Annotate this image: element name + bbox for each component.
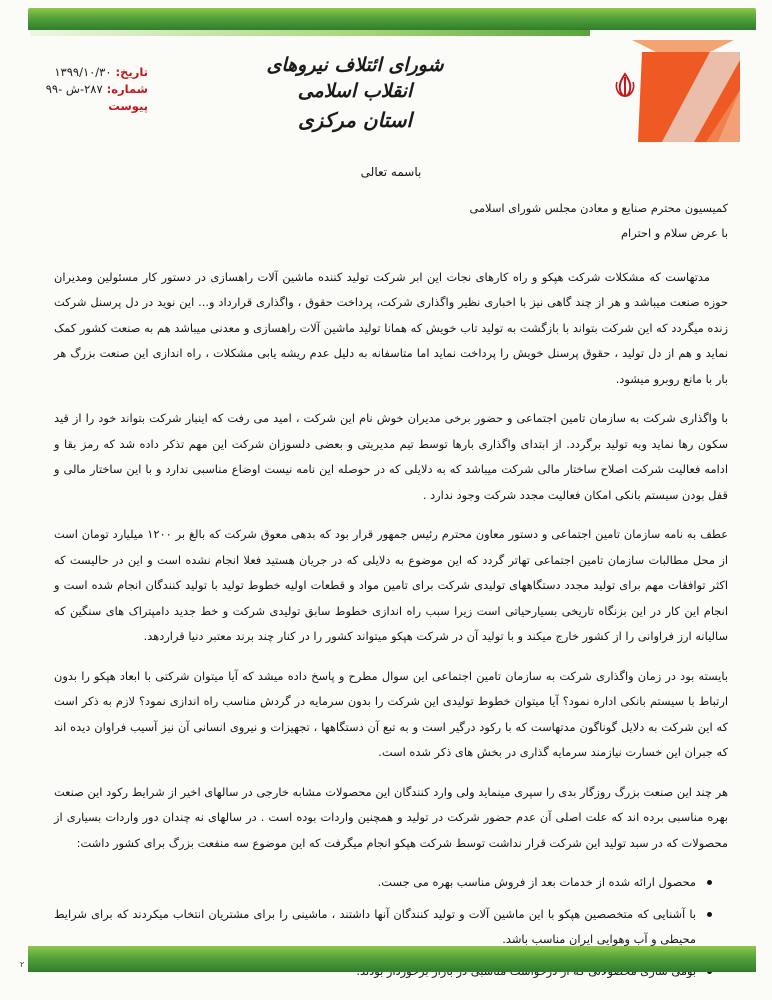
- page-number: ۲: [20, 960, 25, 969]
- attachment-label: پیوست: [108, 99, 148, 113]
- number-label: شماره:: [106, 82, 148, 96]
- salutation: با عرض سلام و احترام: [620, 226, 728, 240]
- logo-icon: [622, 30, 742, 150]
- organization-name: شورای ائتلاف نیروهای انقلاب اسلامی: [266, 54, 444, 102]
- invocation: باسمه تعالی: [360, 165, 422, 179]
- attachment-row: [48, 98, 148, 115]
- header-gradient-stripe: [30, 30, 590, 36]
- list-item: با آشنایی که متخصصین هپکو با این ماشین آلات و تولید کنندگان آنها داشتند ، ماشینی را برای مشتریان انتخاب میکردند که برای شرایط محیطی و آب وهوایی ایران مناسب باشد.: [54, 902, 710, 953]
- addressee: کمیسیون محترم صنایع و معادن مجلس شورای اسلامی: [469, 200, 728, 215]
- paragraph: هر چند این صنعت بزرگ روزگار بدی را سپری مینماید ولی وارد کنندگان این محصولات مشابه خارجی در سالهای اخیر از شرایط رکود این صنعت بهره مناسبی برده اند که علت اصلی آن عدم حضور شرکت در تولید و همچنین واردات بوده است . در سالهای نه چندان دور واردات بسیاری از محصولات که در سبد تولید این شرکت قرار نداشت توسط شرکت هپکو انجام میگرفت که این موضوع سه منفعت بزرگ برای کشور داشت:: [54, 784, 728, 850]
- organization-province: استان مرکزی: [297, 108, 413, 132]
- letterhead: [240, 52, 470, 132]
- footer-green-bar: [28, 946, 756, 972]
- date-value: ۱۳۹۹/۱۰/۳۰: [54, 65, 112, 79]
- paragraph: با واگذاری شرکت به سازمان تامین اجتماعی و حضور برخی مدیران خوش نام این شرکت ، امید می رفت که اینبار شرکت بتواند خود را از قید سکون رها نماید وبه تولید برگردد. از ابتدای واگذاری بارها توسط تیم مدیریتی و بعضی دلسوزان شرکت این مهم تذکر داده شد که رمز بقا و ادامه فعالیت شرکت اصلاح ساختار مالی شرکت میباشد که به دلایلی که در حوصله این نامه نیست اوضاع مناسبی ندارد و با این ساختار مالی و قفل بودن سیستم بانکی امکان فعالیت مجدد شرکت وجود ندارد .: [54, 411, 728, 502]
- list-item: محصول ارائه شده از خدمات بعد از فروش مناسب بهره می جست.: [54, 870, 710, 896]
- iran-emblem-icon: [614, 72, 636, 98]
- paragraph: بایسته بود در زمان واگذاری شرکت به سازمان تامین اجتماعی این سوال مطرح و پاسخ داده میشد که آیا میتوان شرکتی با ابعاد هپکو را بدون ارتباط با سیستم بانکی اداره نمود؟ آیا میتوان خطوط تولیدی این شرکت را بدون سرمایه در گردش مناسب راه اندازی نمود؟ لازم به ذکر است که این شرکت به دلایل گوناگون مدتهاست که با رکود درگیر است و به تبع آن دستگاهها ، تجهیزات و نیروی انسانی آن نیز آسیب فراوان دیده اند که جبران این خسارت نیازمند سرمایه گذاری در بخش های ذکر شده است.: [54, 668, 728, 759]
- paragraph: عطف به نامه سازمان تامین اجتماعی و دستور معاون محترم رئیس جمهور قرار بود که بدهی معوق شرکت که بالغ بر ۱۲۰۰ میلیارد تومان است از محل مطالبات سازمان تامین اجتماعی تهاتر گردد که این موضوع به دلایلی که در جریان هستید فعلا انجام نشده است و این در حالیست که اکثر توافقات مهم برای تولید مجدد دستگاههای تولیدی شرکت برای تامین مواد و قطعات اولیه خطوط تولید با تولید کنندگان انجام شده است و انجام این کار در این بزنگاه تاریخی بسیارحیاتی است زیرا سبب راه اندازی خطوط سابق تولیدی شرکت و خط جدید دامپتراک های سنگین که سالیانه ارز فراوانی را از کشور خارج میکند و با تولید آن در شرکت هپکو میتواند کشور را در کنار چند برند معتبر دنیا قراردهد.: [54, 527, 728, 643]
- letter-body: [54, 160, 728, 990]
- date-label: تاریخ:: [115, 65, 148, 79]
- organization-logo: [622, 30, 742, 150]
- header-green-bar: [28, 8, 756, 30]
- number-value: ۲۸۷-ش -۹۹: [45, 82, 103, 96]
- date-row: [48, 64, 148, 81]
- letter-meta: [45, 64, 148, 115]
- paragraph: مدتهاست که مشکلات شرکت هپکو و راه کارهای نجات این ابر شرکت تولید کننده ماشین آلات راهسازی در دستور کار مسئولین ومدیران حوزه صنعت میباشد و هر از چند گاهی نیز با اخباری نظیر واگذاری شرکت، پرداخت حقوق ، واگذاری قرارداد و... این نوید در دل پرسنل شرکت زنده میگردد که این شرکت بتواند با بازگشت به تولید تاب خویش که همانا تولید ماشین آلات راهسازی و معدنی میباشد هم به صنعت کشور کمک نماید و هم از دل تولید ، حقوق پرسنل خویش را پرداخت نماید اما متاسفانه به دلیل عدم ریشه یابی مشکلات ، راه اندازی این صنعت بزرگ هر بار با مانع روبرو میشود.: [54, 269, 728, 386]
- number-row: [45, 81, 148, 98]
